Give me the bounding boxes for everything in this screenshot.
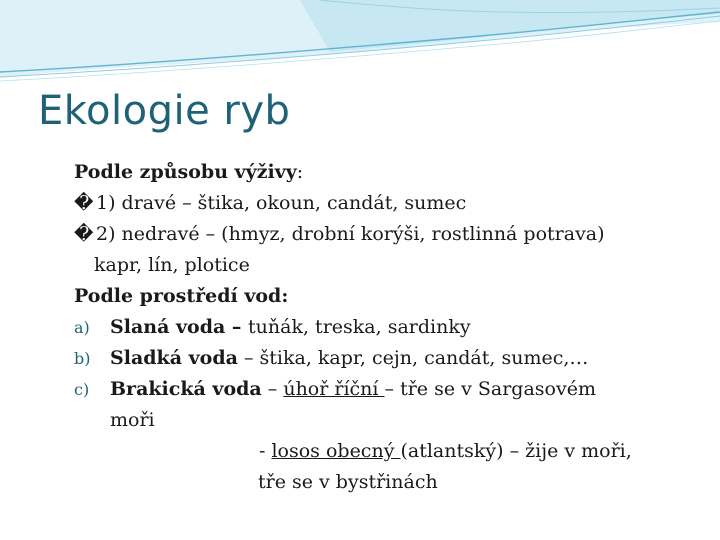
list-item-pre: – bbox=[261, 378, 284, 400]
bullet-item-predatory bbox=[74, 188, 704, 219]
list-item-name: Brakická voda bbox=[110, 378, 262, 400]
heading-nutrition bbox=[74, 157, 704, 188]
header-wave-decoration bbox=[0, 0, 720, 90]
list-label: c) bbox=[74, 380, 90, 399]
list-item-fresh-water bbox=[74, 343, 704, 374]
bullet-item-predatory-text: 1) dravé – štika, okoun, candát, sumec bbox=[96, 192, 467, 214]
heading-nutrition-colon: : bbox=[296, 161, 304, 183]
bullet-glyph-icon: � bbox=[74, 192, 94, 214]
list-item-underlined: úhoř říční bbox=[283, 378, 385, 400]
list-item-rest: – tře se v Sargasovém bbox=[384, 378, 596, 400]
list-label: b) bbox=[74, 349, 91, 368]
list-item-rest: – štika, kapr, cejn, candát, sumec,… bbox=[237, 347, 589, 369]
list-item-brackish-water bbox=[74, 374, 704, 405]
salmon-line-dash: - bbox=[259, 440, 272, 462]
heading-environment-colon: : bbox=[281, 285, 289, 307]
slide-title: Ekologie ryb bbox=[38, 88, 291, 134]
list-item-rest: tuňák, treska, sardinky bbox=[248, 316, 471, 338]
salmon-line-underlined: losos obecný bbox=[271, 440, 401, 462]
bullet-item-nonpredatory bbox=[74, 219, 704, 250]
salmon-line-rest: (atlantský) – žije v moři, bbox=[400, 440, 632, 462]
bullet-item-nonpredatory-continuation: kapr, lín, plotice bbox=[94, 254, 250, 276]
heading-environment-text: Podle prostředí vod bbox=[74, 285, 282, 307]
list-item-brackish-continuation: moři bbox=[110, 409, 155, 431]
list-label: a) bbox=[74, 318, 90, 337]
bullet-item-nonpredatory-text: 2) nedravé – (hmyz, drobní korýši, rostlinná potrava) bbox=[96, 223, 605, 245]
list-item-salt-water bbox=[74, 312, 704, 343]
salmon-line-continuation: tře se v bystřinách bbox=[258, 471, 438, 493]
slide-body bbox=[74, 157, 704, 498]
list-item-name: Slaná voda – bbox=[110, 316, 249, 338]
heading-nutrition-text: Podle způsobu výživy bbox=[74, 161, 297, 183]
bullet-glyph-icon: � bbox=[74, 223, 94, 245]
salmon-line bbox=[74, 436, 704, 467]
heading-environment bbox=[74, 281, 704, 312]
list-item-name: Sladká voda bbox=[110, 347, 238, 369]
